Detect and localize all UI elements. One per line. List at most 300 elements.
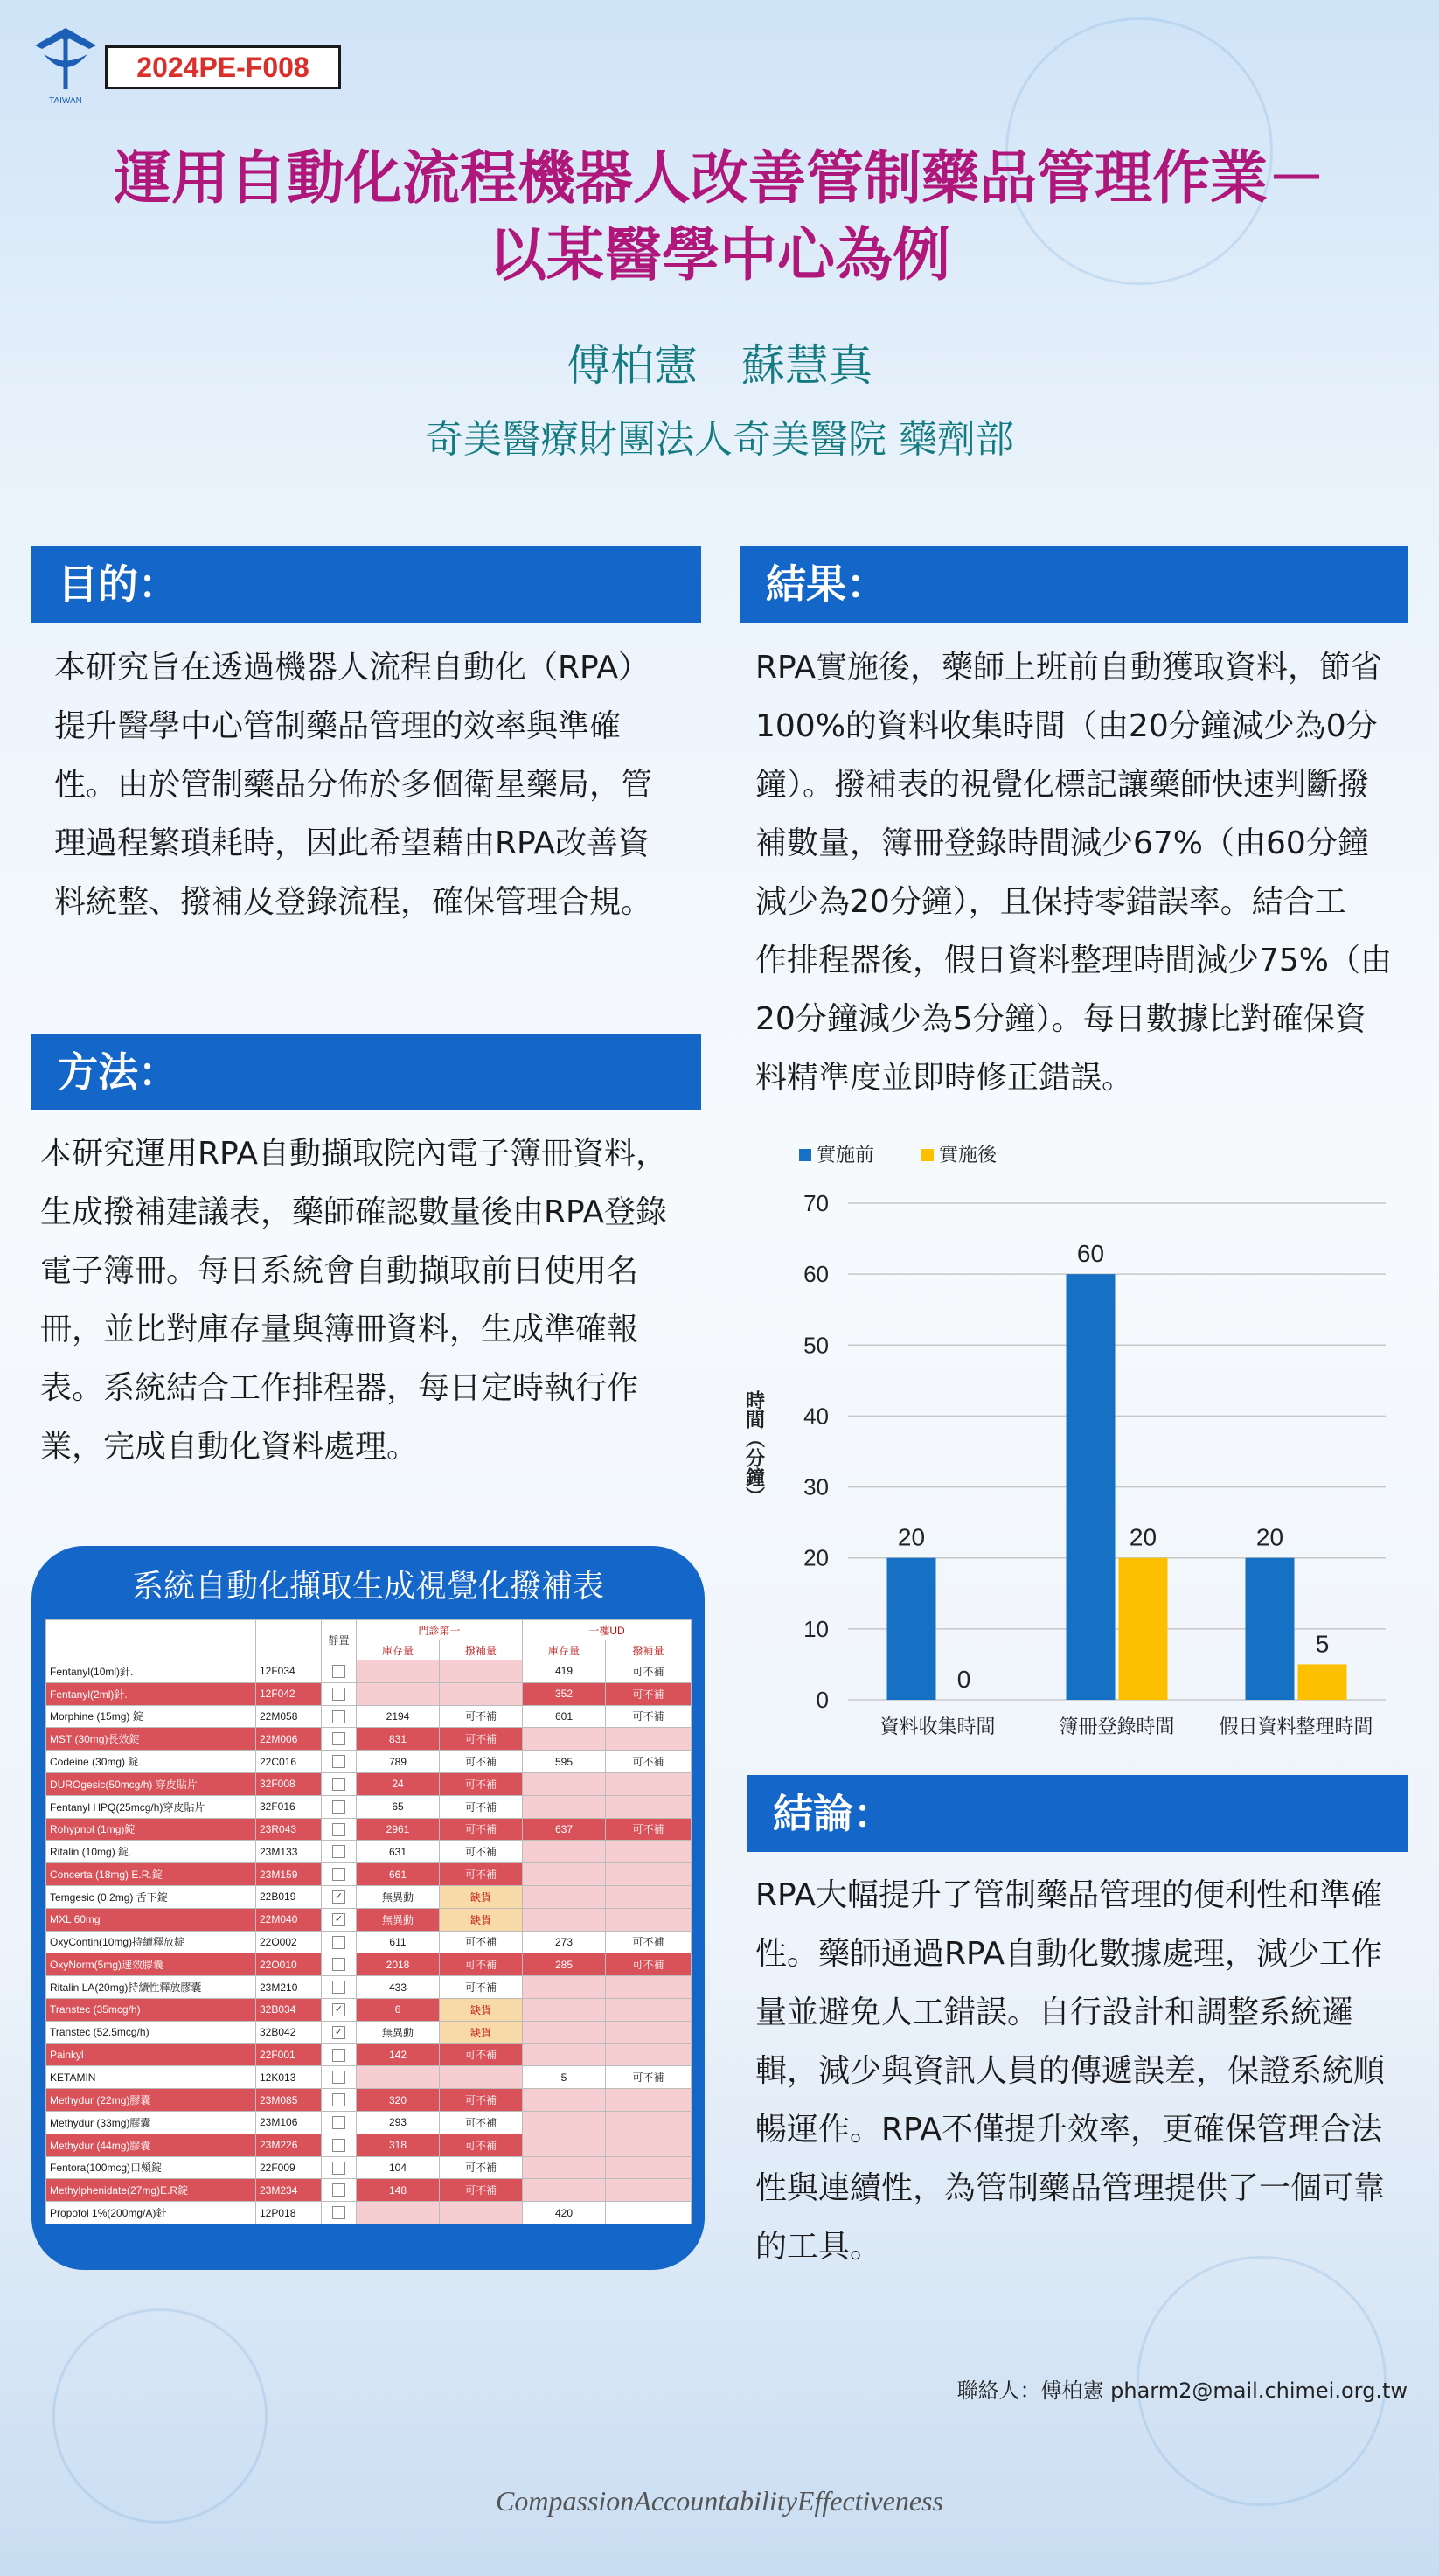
result-line: 減少為20分鐘），且保持零錯誤率。結合工 [755, 884, 1346, 920]
table-cell-refill: 可不補 [440, 1841, 523, 1863]
table-row [46, 1863, 692, 1886]
table-cell-name: Fentanyl HPQ(25mcg/h)穿皮貼片 [46, 1795, 256, 1818]
purpose-line: 性。由於管制藥品分佈於多個衛星藥局，管 [54, 767, 653, 803]
table-cell-stock: 285 [523, 1953, 606, 1976]
x-tick-label: 假日資料整理時間 [1219, 1716, 1373, 1738]
table-cell-refill: 可不補 [606, 1751, 692, 1773]
row-checkbox[interactable] [332, 2183, 345, 2197]
x-tick-label: 資料收集時間 [879, 1716, 996, 1738]
table-cell-stock: 352 [523, 1682, 606, 1705]
refill-table-title: 系統自動化擷取生成視覺化撥補表 [131, 1569, 604, 1605]
table-cell-refill [606, 1841, 692, 1863]
table-cell-code: 32F008 [256, 1772, 322, 1795]
table-cell-refill [606, 1976, 692, 1999]
table-cell-name: Ritalin LA(20mg)持續性釋放膠囊 [46, 1976, 256, 1999]
table-row [46, 1751, 692, 1773]
table-cell-refill [606, 1863, 692, 1886]
purpose-line: 理過程繁瑣耗時，因此希望藉由RPA改善資 [54, 825, 650, 861]
table-cell-refill: 可不補 [440, 1931, 523, 1953]
y-tick-label: 60 [803, 1261, 829, 1288]
row-checkbox[interactable]: ✓ [332, 2003, 345, 2016]
table-cell-name: Morphine (15mg) 錠 [46, 1705, 256, 1728]
table-cell-check[interactable] [322, 1705, 357, 1728]
conclusion-line: 量並避免人工錯誤。自行設計和調整系統邏 [755, 1995, 1354, 2030]
table-cell-refill: 可不補 [440, 2089, 523, 2112]
bar [1067, 1274, 1116, 1700]
table-subheader-refill: 撥補量 [606, 1640, 692, 1660]
table-cell-refill [606, 2111, 692, 2134]
table-cell-name: Fentanyl(2ml)針. [46, 1682, 256, 1705]
data-label: 20 [1255, 1523, 1284, 1551]
row-checkbox[interactable] [332, 1868, 345, 1881]
table-cell-stock: 2194 [357, 1705, 440, 1728]
table-cell-code: 23M226 [256, 2134, 322, 2156]
poster-title-line2: 以某醫學中心為例 [489, 221, 950, 289]
table-cell-name: OxyNorm(5mg)速效膠囊 [46, 1953, 256, 1976]
table-cell-refill [606, 1772, 692, 1795]
time-comparison-chart [734, 1128, 1416, 1758]
table-cell-check[interactable] [322, 1772, 357, 1795]
table-cell-refill: 可不補 [606, 1705, 692, 1728]
table-cell-stock: 無異動 [357, 1908, 440, 1931]
table-cell-stock [523, 1795, 606, 1818]
table-cell-stock [523, 2043, 606, 2066]
table-row [46, 1705, 692, 1728]
table-cell-stock: 6 [357, 1998, 440, 2021]
table-cell-refill: 缺貨 [440, 1908, 523, 1931]
table-cell-stock [523, 1908, 606, 1931]
method-line: 冊，並比對庫存量與簿冊資料，生成準確報 [40, 1312, 639, 1347]
table-cell-refill: 可不補 [606, 2066, 692, 2089]
table-cell-check[interactable] [322, 1660, 357, 1683]
table-row [46, 1953, 692, 1976]
table-cell-refill: 可不補 [440, 1705, 523, 1728]
table-cell-code: 22M006 [256, 1728, 322, 1751]
table-cell-refill: 可不補 [440, 2043, 523, 2066]
table-cell-name: Painkyl [46, 2043, 256, 2066]
table-cell-check[interactable] [322, 1976, 357, 1999]
table-cell-refill: 可不補 [606, 1660, 692, 1683]
table-cell-check[interactable] [322, 1953, 357, 1976]
conclusion-line: 性。藥師通過RPA自動化數據處理，減少工作 [755, 1936, 1383, 1972]
table-cell-refill: 缺貨 [440, 1885, 523, 1908]
table-cell-refill: 可不補 [440, 1953, 523, 1976]
table-cell-refill: 可不補 [440, 2111, 523, 2134]
table-subheader-refill: 撥補量 [440, 1640, 523, 1660]
result-line: 鐘）。撥補表的視覺化標記讓藥師快速判斷撥 [755, 767, 1370, 803]
table-subheader-stock: 庫存量 [357, 1640, 440, 1660]
row-checkbox[interactable] [332, 2206, 345, 2219]
legend-label: 實施前 [817, 1145, 875, 1166]
table-cell-stock: 318 [357, 2134, 440, 2156]
table-cell-refill [606, 2202, 692, 2224]
table-cell-stock [523, 2089, 606, 2112]
table-cell-refill [440, 2202, 523, 2224]
conclusion-line: RPA大幅提升了管制藥品管理的便利性和準確 [755, 1877, 1383, 1913]
table-cell-code: 23M085 [256, 2089, 322, 2112]
table-cell-stock [523, 1728, 606, 1751]
table-cell-name: Codeine (30mg) 錠. [46, 1751, 256, 1773]
row-checkbox[interactable] [332, 1732, 345, 1745]
table-cell-name: OxyContin(10mg)持續釋放錠 [46, 1931, 256, 1953]
table-cell-refill: 可不補 [440, 1863, 523, 1886]
table-cell-code: 23M159 [256, 1863, 322, 1886]
data-label: 0 [956, 1666, 971, 1693]
table-cell-stock: 661 [357, 1863, 440, 1886]
table-cell-stock: 2961 [357, 1818, 440, 1841]
table-cell-refill [440, 1682, 523, 1705]
table-cell-name: Fentora(100mcg)口頰錠 [46, 2156, 256, 2179]
result-heading: 結果： [740, 546, 1408, 623]
table-cell-stock [523, 2134, 606, 2156]
table-row [46, 2089, 692, 2112]
conclusion-heading: 結論： [747, 1775, 1408, 1852]
table-cell-stock: 無異動 [357, 2021, 440, 2043]
conclusion-line: 暢運作。RPA不僅提升效率，更確保管理合法 [755, 2112, 1383, 2148]
table-row [46, 1660, 692, 1683]
table-cell-check[interactable] [322, 1885, 357, 1908]
table-cell-code: 22F001 [256, 2043, 322, 2066]
table-cell-name: MXL 60mg [46, 1908, 256, 1931]
table-cell-name: Fentanyl(10ml)針. [46, 1660, 256, 1683]
table-cell-stock: 148 [357, 2179, 440, 2202]
table-cell-name: Methylphenidate(27mg)E.R錠 [46, 2179, 256, 2202]
method-line: 生成撥補建議表，藥師確認數量後由RPA登錄 [40, 1194, 668, 1230]
row-checkbox[interactable] [332, 1823, 345, 1836]
result-line: 20分鐘減少為5分鐘）。每日數據比對確保資 [755, 1001, 1366, 1037]
table-cell-stock: 601 [523, 1705, 606, 1728]
table-cell-refill: 可不補 [606, 1953, 692, 1976]
table-cell-name: KETAMIN [46, 2066, 256, 2089]
table-cell-refill: 可不補 [606, 1818, 692, 1841]
row-checkbox[interactable] [332, 1936, 345, 1949]
table-cell-refill [606, 1998, 692, 2021]
table-cell-check[interactable] [322, 1931, 357, 1953]
purpose-line: 料統整、撥補及登錄流程，確保管理合規。 [54, 884, 653, 920]
table-cell-stock: 831 [357, 1728, 440, 1751]
table-cell-refill [606, 1795, 692, 1818]
table-cell-name: Methydur (22mg)膠囊 [46, 2089, 256, 2112]
y-tick-label: 30 [803, 1473, 829, 1500]
table-cell-name: Rohypnol (1mg)錠 [46, 1818, 256, 1841]
row-checkbox[interactable] [332, 1688, 345, 1701]
table-row [46, 1931, 692, 1953]
method-line: 表。系統結合工作排程器，每日定時執行作 [40, 1370, 639, 1406]
bar [1298, 1664, 1347, 1700]
table-cell-name: Methydur (44mg)膠囊 [46, 2134, 256, 2156]
table-cell-check[interactable] [322, 1998, 357, 2021]
table-cell-refill: 可不補 [440, 1818, 523, 1841]
table-cell-check[interactable] [322, 1728, 357, 1751]
method-line: 本研究運用RPA自動擷取院內電子簿冊資料， [40, 1136, 668, 1172]
table-cell-refill [606, 2089, 692, 2112]
row-checkbox[interactable] [332, 1778, 345, 1791]
table-header-group1: 門診第一 [357, 1620, 523, 1640]
table-cell-stock: 24 [357, 1772, 440, 1795]
y-tick-label: 0 [816, 1687, 829, 1713]
table-cell-code: 22M040 [256, 1908, 322, 1931]
table-cell-check[interactable] [322, 2202, 357, 2224]
result-line: 100%的資料收集時間（由20分鐘減少為0分 [755, 708, 1378, 744]
table-cell-code: 32B034 [256, 1998, 322, 2021]
row-checkbox[interactable]: ✓ [332, 2026, 345, 2039]
table-cell-stock [357, 1660, 440, 1683]
table-cell-stock: 789 [357, 1751, 440, 1773]
table-cell-stock: 293 [357, 2111, 440, 2134]
y-axis-label: 時間（分鐘） [742, 1390, 765, 1506]
table-row [46, 2066, 692, 2089]
method-text [40, 1124, 705, 1476]
table-row [46, 1908, 692, 1931]
purpose-text [54, 638, 701, 931]
contact-info: 聯絡人：傅柏憲 pharm2@mail.chimei.org.tw [956, 2378, 1408, 2403]
legend-swatch [799, 1149, 811, 1161]
table-cell-refill [606, 2134, 692, 2156]
table-cell-name: Transtec (52.5mcg/h) [46, 2021, 256, 2043]
refill-table [45, 1619, 692, 2224]
table-cell-stock: 631 [357, 1841, 440, 1863]
row-checkbox[interactable] [332, 1800, 345, 1814]
logo-text: TAIWAN [49, 96, 82, 106]
table-cell-code: 22F009 [256, 2156, 322, 2179]
y-tick-label: 70 [803, 1190, 829, 1216]
table-cell-check[interactable] [322, 1751, 357, 1773]
table-cell-refill [606, 1728, 692, 1751]
table-cell-stock [523, 1772, 606, 1795]
table-row [46, 1795, 692, 1818]
table-cell-check[interactable] [322, 1908, 357, 1931]
row-checkbox[interactable] [332, 2049, 345, 2062]
row-checkbox[interactable] [332, 2116, 345, 2129]
result-line: 料精準度並即時修正錯誤。 [755, 1060, 1134, 1096]
table-cell-stock: 595 [523, 1751, 606, 1773]
table-header-group2: 一樓UD [523, 1620, 692, 1640]
table-cell-refill: 可不補 [440, 1772, 523, 1795]
data-label: 60 [1076, 1240, 1105, 1268]
table-row [46, 2021, 692, 2043]
table-cell-refill: 可不補 [440, 1728, 523, 1751]
result-line: 補數量，簿冊登錄時間減少67%（由60分鐘 [755, 825, 1369, 861]
table-cell-check[interactable] [322, 1818, 357, 1841]
table-cell-refill [606, 2043, 692, 2066]
table-cell-check[interactable] [322, 1841, 357, 1863]
y-tick-label: 10 [803, 1615, 829, 1642]
table-cell-code: 23M210 [256, 1976, 322, 1999]
table-cell-refill: 可不補 [440, 1976, 523, 1999]
table-cell-code: 32F016 [256, 1795, 322, 1818]
row-checkbox[interactable] [332, 1845, 345, 1858]
table-subheader-stock: 庫存量 [523, 1640, 606, 1660]
table-header-code [256, 1620, 322, 1660]
table-cell-refill: 缺貨 [440, 1998, 523, 2021]
table-row [46, 1976, 692, 1999]
table-cell-stock [523, 2179, 606, 2202]
table-row [46, 1682, 692, 1705]
legend-swatch [921, 1149, 934, 1161]
table-header-check: 靜置 [322, 1620, 357, 1660]
table-cell-check[interactable] [322, 1682, 357, 1705]
table-cell-stock [523, 2021, 606, 2043]
table-cell-check[interactable] [322, 2066, 357, 2089]
table-cell-stock: 320 [357, 2089, 440, 2112]
table-cell-refill [440, 2066, 523, 2089]
bar [1119, 1558, 1168, 1700]
y-tick-label: 40 [803, 1403, 829, 1430]
table-cell-refill: 可不補 [440, 2179, 523, 2202]
table-cell-name: Concerta (18mg) E.R.錠 [46, 1863, 256, 1886]
table-row [46, 2156, 692, 2179]
table-cell-stock: 2018 [357, 1953, 440, 1976]
table-cell-refill: 缺貨 [440, 2021, 523, 2043]
result-line: RPA實施後，藥師上班前自動獲取資料，節省 [755, 650, 1383, 686]
table-cell-stock [523, 2111, 606, 2134]
table-cell-stock [523, 1998, 606, 2021]
table-cell-stock [523, 1885, 606, 1908]
purpose-line: 提升醫學中心管制藥品管理的效率與準確 [54, 708, 622, 744]
table-row [46, 1841, 692, 1863]
table-cell-stock [523, 1976, 606, 1999]
table-header-name [46, 1620, 256, 1660]
table-cell-stock: 273 [523, 1931, 606, 1953]
table-cell-stock [357, 1682, 440, 1705]
table-cell-name: DUROgesic(50mcg/h) 穿皮貼片 [46, 1772, 256, 1795]
table-cell-code: 23R043 [256, 1818, 322, 1841]
table-cell-refill: 可不補 [440, 1795, 523, 1818]
table-cell-stock: 637 [523, 1818, 606, 1841]
table-row [46, 1818, 692, 1841]
y-tick-label: 20 [803, 1544, 829, 1571]
table-row [46, 2179, 692, 2202]
x-tick-label: 簿冊登錄時間 [1059, 1716, 1175, 1738]
table-cell-stock [523, 2156, 606, 2179]
table-row [46, 1772, 692, 1795]
hospital-logo [26, 19, 105, 107]
poster-title-line1: 運用自動化流程機器人改善管制藥品管理作業－ [114, 144, 1325, 212]
row-checkbox[interactable]: ✓ [332, 1913, 345, 1926]
table-cell-code: 23M234 [256, 2179, 322, 2202]
result-text [755, 638, 1411, 1107]
table-row [46, 2043, 692, 2066]
data-label: 20 [897, 1523, 926, 1551]
row-checkbox[interactable] [332, 1755, 345, 1768]
conclusion-line: 輯，減少與資訊人員的傳遞誤差，保證系統順 [755, 2053, 1386, 2089]
table-cell-code: 22O010 [256, 1953, 322, 1976]
table-cell-check[interactable] [322, 1863, 357, 1886]
table-cell-stock: 無異動 [357, 1885, 440, 1908]
table-cell-check[interactable] [322, 2021, 357, 2043]
table-cell-code: 12F034 [256, 1660, 322, 1683]
method-line: 電子簿冊。每日系統會自動擷取前日使用名 [40, 1253, 639, 1289]
table-cell-stock: 5 [523, 2066, 606, 2089]
row-checkbox[interactable] [332, 2093, 345, 2106]
row-checkbox[interactable]: ✓ [332, 1890, 345, 1904]
table-cell-code: 32B042 [256, 2021, 322, 2043]
table-row [46, 2111, 692, 2134]
result-line: 作排程器後，假日資料整理時間減少75%（由 [755, 943, 1393, 978]
table-cell-name: Temgesic (0.2mg) 舌下錠 [46, 1885, 256, 1908]
row-checkbox[interactable] [332, 2071, 345, 2084]
table-cell-stock: 65 [357, 1795, 440, 1818]
authors: 傅柏憲 蘇慧真 [567, 340, 872, 391]
table-cell-refill: 可不補 [606, 1682, 692, 1705]
bar [1246, 1558, 1295, 1700]
table-cell-stock [523, 1841, 606, 1863]
purpose-line: 本研究旨在透過機器人流程自動化（RPA） [54, 650, 650, 686]
table-row [46, 2134, 692, 2156]
purpose-heading: 目的： [31, 546, 701, 623]
table-cell-refill: 可不補 [440, 2156, 523, 2179]
table-cell-stock [357, 2066, 440, 2089]
table-cell-check[interactable] [322, 2179, 357, 2202]
table-cell-check[interactable] [322, 1795, 357, 1818]
table-cell-stock: 104 [357, 2156, 440, 2179]
table-cell-refill: 可不補 [606, 1931, 692, 1953]
row-checkbox[interactable] [332, 1665, 345, 1678]
table-cell-code: 12P018 [256, 2202, 322, 2224]
table-cell-check[interactable] [322, 2156, 357, 2179]
table-cell-stock: 419 [523, 1660, 606, 1683]
table-cell-check[interactable] [322, 2043, 357, 2066]
table-cell-name: Methydur (33mg)膠囊 [46, 2111, 256, 2134]
row-checkbox[interactable] [332, 2139, 345, 2152]
row-checkbox[interactable] [332, 1710, 345, 1723]
affiliation: 奇美醫療財團法人奇美醫院 藥劑部 [425, 417, 1014, 462]
table-cell-code: 22O002 [256, 1931, 322, 1953]
table-row [46, 1885, 692, 1908]
table-cell-stock [523, 1863, 606, 1886]
table-cell-code: 12F042 [256, 1682, 322, 1705]
table-cell-code: 22B019 [256, 1885, 322, 1908]
table-cell-refill [606, 1885, 692, 1908]
method-heading: 方法： [31, 1034, 701, 1110]
table-cell-check[interactable] [322, 2134, 357, 2156]
legend-label: 實施後 [939, 1145, 998, 1166]
table-cell-stock [357, 2202, 440, 2224]
row-checkbox[interactable] [332, 1958, 345, 1971]
table-cell-stock: 433 [357, 1976, 440, 1999]
table-row [46, 2202, 692, 2224]
table-cell-code: 12K013 [256, 2066, 322, 2089]
table-cell-refill: 可不補 [440, 1751, 523, 1773]
table-cell-stock: 142 [357, 2043, 440, 2066]
data-label: 20 [1129, 1523, 1157, 1551]
table-cell-refill: 可不補 [440, 2134, 523, 2156]
table-cell-check[interactable] [322, 2089, 357, 2112]
table-cell-stock: 420 [523, 2202, 606, 2224]
row-checkbox[interactable] [332, 2162, 345, 2175]
motto: CompassionAccountabilityEffectiveness [496, 2485, 943, 2517]
bar [887, 1558, 936, 1700]
table-cell-refill [606, 2021, 692, 2043]
row-checkbox[interactable] [332, 1981, 345, 1994]
table-cell-name: MST (30mg)長效錠 [46, 1728, 256, 1751]
conclusion-text [755, 1866, 1411, 2276]
table-cell-refill [606, 2179, 692, 2202]
conclusion-line: 的工具。 [755, 2229, 882, 2265]
table-cell-stock: 611 [357, 1931, 440, 1953]
refill-table-panel [31, 1546, 705, 2270]
method-line: 業，完成自動化資料處理。 [40, 1429, 419, 1465]
table-cell-code: 23M133 [256, 1841, 322, 1863]
table-cell-code: 22C016 [256, 1751, 322, 1773]
conclusion-line: 性與連續性，為管制藥品管理提供了一個可靠 [755, 2170, 1386, 2206]
y-tick-label: 50 [803, 1332, 829, 1359]
table-cell-code: 22M058 [256, 1705, 322, 1728]
table-cell-name: Ritalin (10mg) 錠. [46, 1841, 256, 1863]
table-cell-name: Transtec (35mcg/h) [46, 1998, 256, 2021]
table-row [46, 1998, 692, 2021]
table-cell-check[interactable] [322, 2111, 357, 2134]
